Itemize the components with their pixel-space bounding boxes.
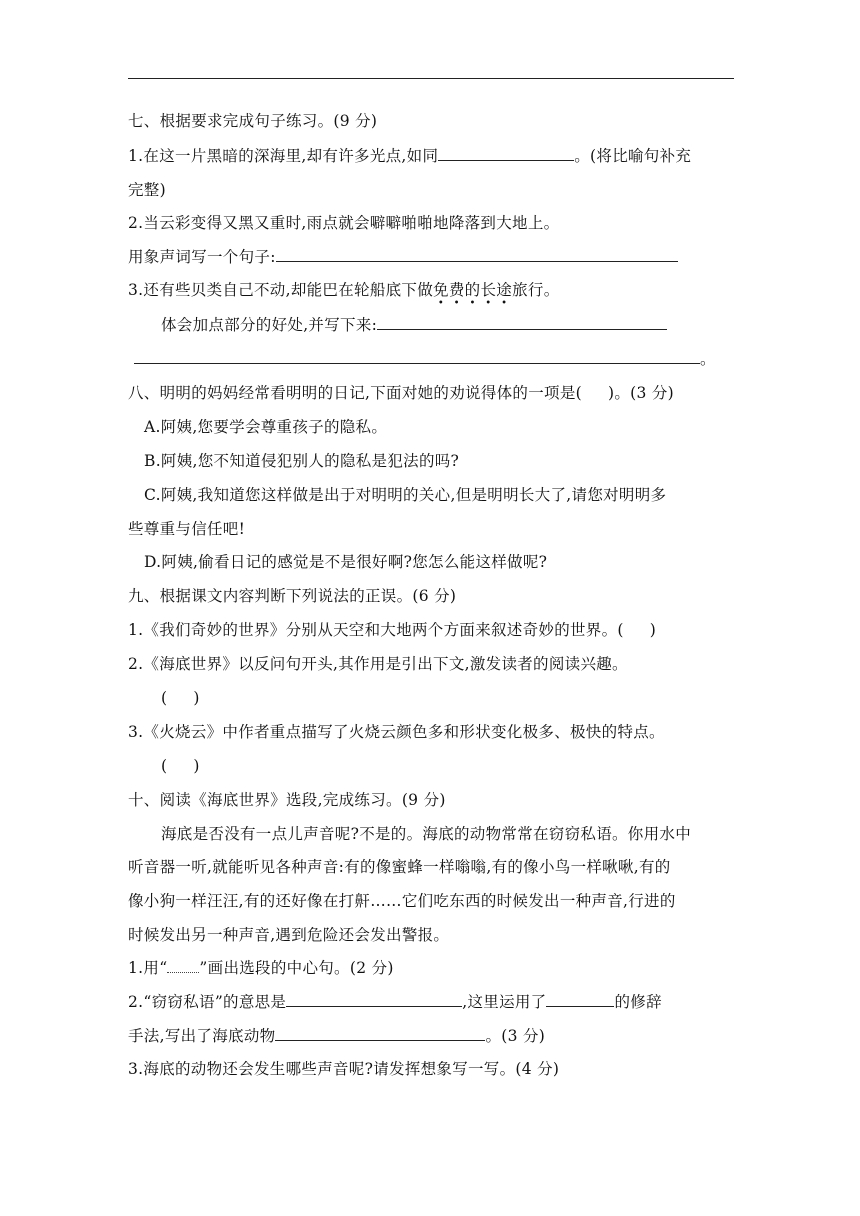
passage-line-4: 时候发出另一种声音,遇到危险还会发出警报。	[128, 926, 450, 944]
s9-q2-text: 2.《海底世界》以反问句开头,其作用是引出下文,激发读者的阅读兴趣。	[128, 655, 628, 673]
s9-q3-answer-line	[161, 756, 200, 776]
s7-q1-line	[128, 146, 691, 166]
emphasis-char: 长	[480, 281, 497, 299]
s10-q2-text-b: ,这里运用了	[462, 993, 547, 1011]
s10-q1-text: 1.用“	[128, 959, 168, 977]
s10-q2-line	[128, 992, 662, 1012]
emphasis-char: 途	[496, 281, 513, 299]
passage-line-3: 像小狗一样汪汪,有的还好像在打鼾……它们吃东西的时候发出一种声音,行进的	[128, 892, 676, 910]
s8-option-c-cont: 些尊重与信任吧!	[128, 520, 246, 538]
wavy-underline-sample	[167, 958, 199, 973]
s10-q2-text-c: 的修辞	[614, 993, 662, 1011]
s9-paren-l: (	[161, 689, 168, 707]
section-8-title-line	[128, 383, 674, 403]
s7-q1-text: 1.在这一片黑暗的深海里,却有许多光点,如同	[128, 147, 439, 165]
s9-q1-paren-r: )	[649, 621, 657, 639]
s9-paren-r: )	[193, 757, 200, 775]
s10-q2-cont	[128, 1026, 545, 1046]
s8-option-d: D.阿姨,偷看日记的感觉是不是很好啊?您怎么能这样做呢?	[144, 553, 548, 571]
s7-q3-line	[128, 280, 560, 300]
s9-q2-answer-line	[161, 688, 200, 708]
s10-q1-line	[128, 958, 394, 978]
emphasis-char: 费	[448, 281, 465, 299]
s8-option-b: B.阿姨,您不知道侵犯别人的隐私是犯法的吗?	[144, 452, 460, 470]
s7-q3-answer-line	[134, 349, 716, 369]
s8-option-c: C.阿姨,我知道您这样做是出于对明明的关心,但是明明长大了,请您对明明多	[144, 486, 667, 504]
s7-q1-text-b: 。(将比喻句补充	[574, 147, 692, 165]
s10-q2-text: 2.“窃窃私语”的意思是	[128, 993, 287, 1011]
s10-q2-blank-1[interactable]	[286, 992, 462, 1007]
s7-q3-prompt-line	[161, 315, 667, 335]
emphasis-char: 免	[433, 281, 449, 299]
s9-q1-text: 1.《我们奇妙的世界》分别从天空和大地两个方面来叙述奇妙的世界。(	[128, 621, 624, 639]
s10-q2-blank-3[interactable]	[275, 1026, 485, 1041]
header-rule	[128, 78, 734, 79]
s7-q3-end: 。	[700, 350, 716, 368]
section-8-title-end: )。(3 分)	[607, 384, 675, 402]
s7-q1-cont: 完整)	[128, 181, 166, 199]
section-10-title: 十、阅读《海底世界》选段,完成练习。(9 分)	[128, 791, 446, 809]
s10-q2-text-e: 。(3 分)	[485, 1027, 546, 1045]
s9-q1-line	[128, 620, 656, 640]
s7-q3-text-b: 旅行。	[512, 281, 560, 299]
s7-q2-blank[interactable]	[276, 247, 678, 262]
s10-q1-text-b: ”画出选段的中心句。(2 分)	[199, 959, 394, 977]
s7-q3-blank-2[interactable]	[134, 349, 700, 364]
s7-q2-prompt-line	[128, 247, 678, 267]
s8-option-a: A.阿姨,您要学会尊重孩子的隐私。	[144, 418, 388, 436]
s9-paren-l: (	[161, 757, 168, 775]
s7-q1-blank[interactable]	[438, 146, 574, 161]
s7-q3-prompt: 体会加点部分的好处,并写下来:	[161, 316, 378, 334]
s10-q2-text-d: 手法,写出了海底动物	[128, 1027, 276, 1045]
section-7-title: 七、根据要求完成句子练习。(9 分)	[128, 112, 378, 130]
section-9-title: 九、根据课文内容判断下列说法的正误。(6 分)	[128, 587, 457, 605]
s9-q3-text: 3.《火烧云》中作者重点描写了火烧云颜色多和形状变化极多、极快的特点。	[128, 723, 665, 741]
s7-q3-text: 3.还有些贝类自己不动,却能巴在轮船底下做	[128, 281, 434, 299]
s7-q3-blank-1[interactable]	[377, 315, 667, 330]
emphasis-char: 的	[464, 281, 481, 299]
s7-q2-text: 2.当云彩变得又黑又重时,雨点就会噼噼啪啪地降落到大地上。	[128, 214, 560, 232]
s7-q2-prompt: 用象声词写一个句子:	[128, 248, 276, 266]
passage-line-1: 海底是否没有一点儿声音呢?不是的。海底的动物常常在窃窃私语。你用水中	[161, 825, 692, 843]
section-8-title: 八、明明的妈妈经常看明明的日记,下面对她的劝说得体的一项是(	[128, 384, 582, 402]
passage-line-2: 听音器一听,就能听见各种声音:有的像蜜蜂一样嗡嗡,有的像小鸟一样啾啾,有的	[128, 858, 671, 876]
s10-q2-blank-2[interactable]	[546, 992, 614, 1007]
s10-q3-text: 3.海底的动物还会发生哪些声音呢?请发挥想象写一写。(4 分)	[128, 1060, 560, 1078]
s9-paren-r: )	[193, 689, 200, 707]
